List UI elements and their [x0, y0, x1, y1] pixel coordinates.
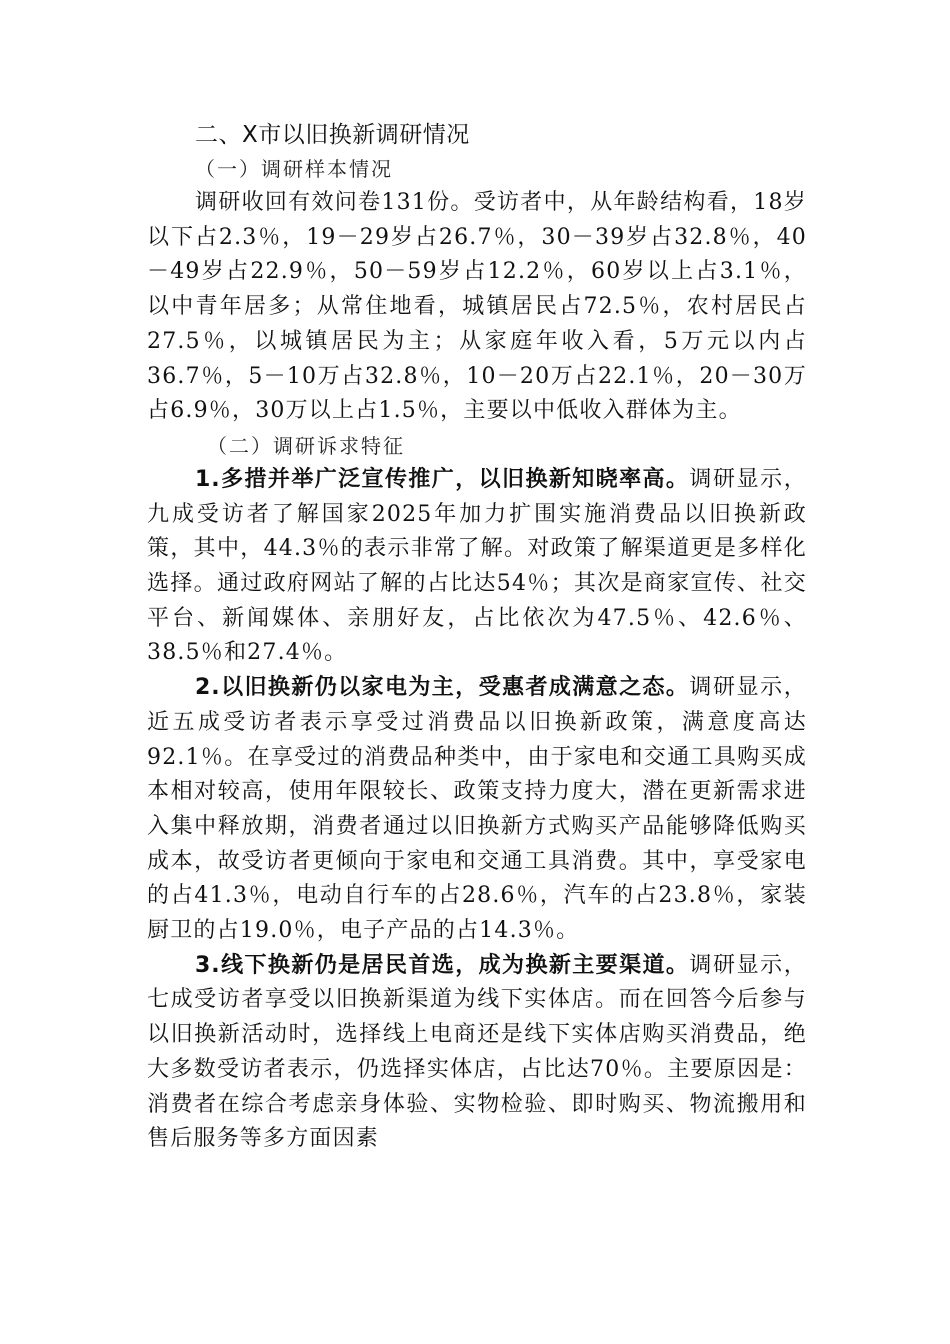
- item-2-lead: 2.以旧换新仍以家电为主，受惠者成满意之态。: [195, 675, 690, 701]
- paragraph-item-2: [147, 671, 807, 949]
- item-3-lead: 3.线下换新仍是居民首选，成为换新主要渠道。: [195, 952, 690, 978]
- item-1-lead: 1.多措并举广泛宣传推广，以旧换新知晓率高。: [195, 466, 690, 492]
- subsection-title-sample: （一）调研样本情况: [195, 157, 393, 181]
- subsection-title-demands: （二）调研诉求特征: [207, 433, 405, 458]
- section-title: 二、X市以旧换新调研情况: [195, 122, 470, 148]
- item-2-body: 调研显示，近五成受访者表示享受过消费品以旧换新政策，满意度高达92.1％。在享受过的消费品种类中，由于家电和交通工具购买成本相对较高，使用年限较长、政策支持力度大，潜在更新需求进入集中释放期，消费者通过以旧换新方式购买产品能够降低购买成本，故受访者更倾向于家电和交通工具消费。其中，享受家电的占41.3％，电动自行车的占28.6％，汽车的占23.8％，家装厨卫的占19.0％，电子产品的占14.3％。: [147, 675, 807, 944]
- paragraph-sample-info: 调研收回有效问卷131份。受访者中，从年龄结构看，18岁以下占2.3％，19－29岁占26.7％，30－39岁占32.8％，40－49岁占22.9％，50－59岁占12.2％，60岁以上占3.1％，以中青年居多；从常住地看，城镇居民占72.5％，农村居民占27.5％，以城镇居民为主；从家庭年收入看，5万元以内占36.7％，5－10万占32.8％，10－20万占22.1％，20－30万占6.9％，30万以上占1.5％，主要以中低收入群体为主。: [147, 190, 807, 424]
- paragraph-item-3: [147, 949, 807, 1157]
- paragraph-item-1: [147, 463, 807, 671]
- document-body: [147, 118, 807, 1157]
- item-1-body: 调研显示，九成受访者了解国家2025年加力扩围实施消费品以旧换新政策，其中，44.3％的表示非常了解。对政策了解渠道更是多样化选择。通过政府网站了解的占比达54％；其次是商家宣传、社交平台、新闻媒体、亲朋好友，占比依次为47.5％、42.6％、38.5％和27.4％。: [147, 466, 807, 666]
- item-3-body: 调研显示，七成受访者享受以旧换新渠道为线下实体店。而在回答今后参与以旧换新活动时，选择线上电商还是线下实体店购买消费品，绝大多数受访者表示，仍选择实体店，占比达70％。主要原因是：消费者在综合考虑亲身体验、实物检验、即时购买、物流搬用和售后服务等多方面因素: [147, 952, 807, 1152]
